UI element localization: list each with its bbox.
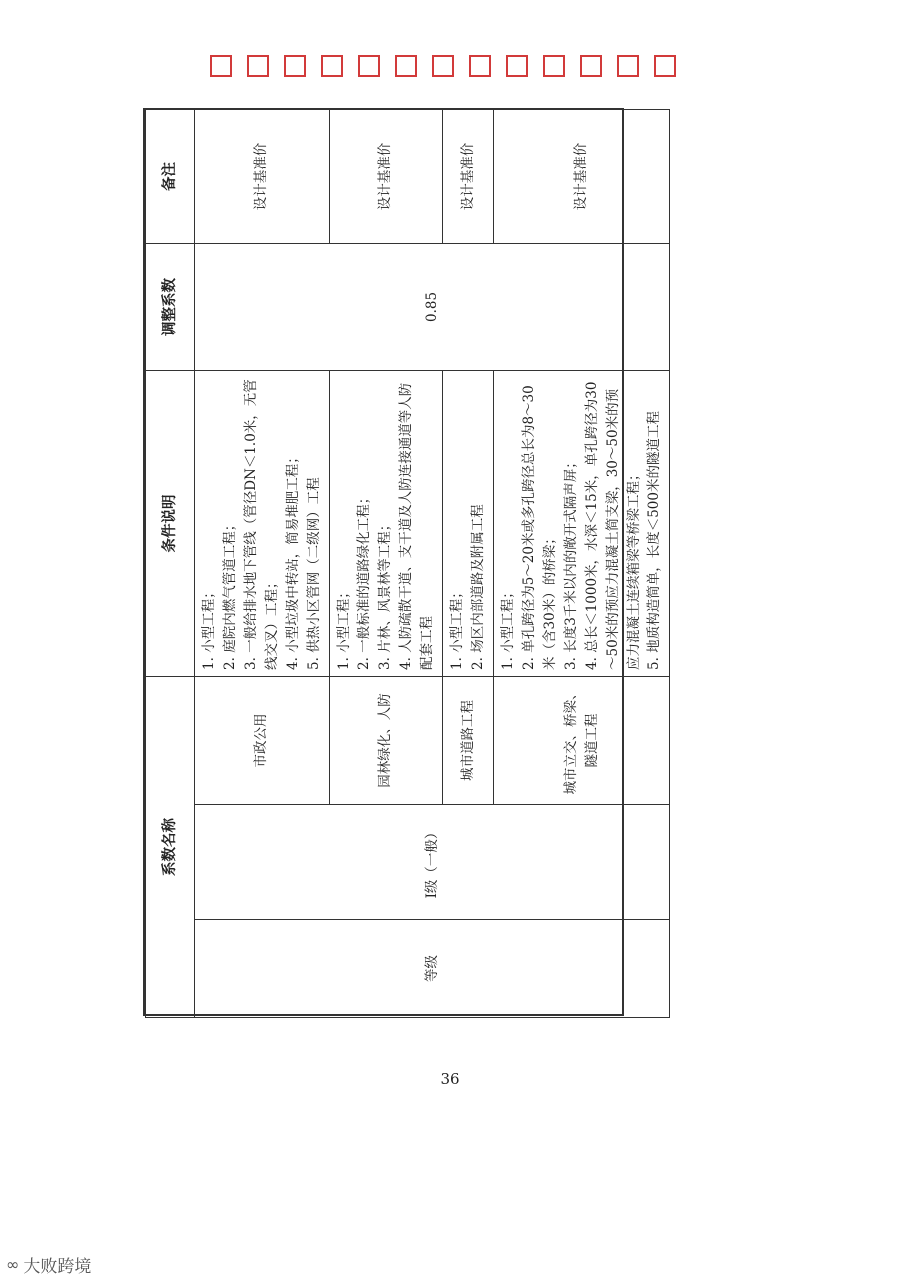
condition-cell: [443, 370, 494, 676]
table-header-row: [146, 109, 195, 1017]
watermark: [6, 1252, 91, 1277]
stamp-box: [506, 55, 528, 77]
stamp-box: [432, 55, 454, 77]
stamp-box: [617, 55, 639, 77]
stamp-box: [284, 55, 306, 77]
stamp-box: [580, 55, 602, 77]
remark-cell: 设计基准价: [493, 109, 669, 243]
condition-cell: [195, 370, 330, 676]
grade-label: 等级: [195, 920, 670, 1018]
remark-cell: 设计基准价: [195, 109, 330, 243]
page-number: 36: [440, 1070, 460, 1088]
condition-item: 2. 一般标准的道路绿化工程；: [356, 490, 373, 670]
header-coef-name: 系数名称: [146, 676, 195, 1017]
condition-item: 3. 长度3千米以内的敞开式隔声屏；: [562, 455, 579, 670]
condition-item: 3. 一般给排水地下管线（管径DN＜1.0米，无管线交叉）工程；: [242, 379, 280, 670]
stamp-box: [654, 55, 676, 77]
stamp-box: [247, 55, 269, 77]
table-row: [195, 109, 330, 1017]
remark-cell: 设计基准价: [329, 109, 443, 243]
stamp-box: [358, 55, 380, 77]
category-cell: 市政公用: [195, 676, 330, 804]
stamp-box-row: [210, 55, 676, 77]
stamp-box: [210, 55, 232, 77]
condition-item: 3. 片林、风景林等工程；: [377, 517, 394, 670]
rotated-table-frame: [143, 108, 663, 1016]
condition-item: 5. 供热小区管网（二级网）工程: [305, 477, 322, 670]
condition-item: 2. 场区内部道路及附属工程: [470, 504, 487, 670]
condition-item: 1. 小型工程；: [449, 585, 466, 670]
grade-level: Ⅰ级（一般）: [195, 805, 670, 920]
watermark-text: 大败跨境: [23, 1257, 92, 1277]
rotated-table: [145, 110, 663, 1018]
condition-item: 1. 小型工程；: [335, 585, 352, 670]
header-adjust: 调整系数: [146, 243, 195, 370]
stamp-box: [543, 55, 565, 77]
category-cell: 城市立交、桥梁、隧道工程: [493, 676, 669, 804]
stamp-box: [321, 55, 343, 77]
condition-item: 2. 单孔跨径为5～20米或多孔跨径总长为8～30米（含30米）的桥梁；: [520, 385, 558, 670]
condition-item: 1. 小型工程；: [499, 585, 516, 670]
coefficient-table: [145, 109, 670, 1018]
stamp-box: [395, 55, 417, 77]
condition-cell: [493, 370, 669, 676]
header-remark: 备注: [146, 109, 195, 243]
adjust-value: 0.85: [195, 243, 670, 370]
condition-cell: [329, 370, 443, 676]
condition-item: 4. 小型垃圾中转站，简易堆肥工程；: [284, 450, 301, 670]
condition-item: 4. 人防疏散干道、支干道及人防连接通道等人防配套工程: [398, 382, 436, 670]
condition-item: 1. 小型工程；: [201, 585, 217, 670]
stamp-box: [469, 55, 491, 77]
condition-item: 4. 总长＜1000米，水深＜15米，单孔跨径为30～50米的预应力混凝土简支梁，30～50米的预应力混凝土连续箱梁等桥梁工程；: [583, 381, 642, 670]
category-cell: 园林绿化、人防: [329, 676, 443, 804]
watermark-logo-icon: ∞: [6, 1255, 20, 1274]
category-cell: 城市道路工程: [443, 676, 494, 804]
header-condition: 条件说明: [146, 370, 195, 676]
remark-cell: 设计基准价: [443, 109, 494, 243]
condition-item: 2. 庭院内燃气管道工程；: [221, 517, 238, 670]
condition-item: 5. 地质构造简单，长度＜500米的隧道工程: [646, 411, 663, 670]
